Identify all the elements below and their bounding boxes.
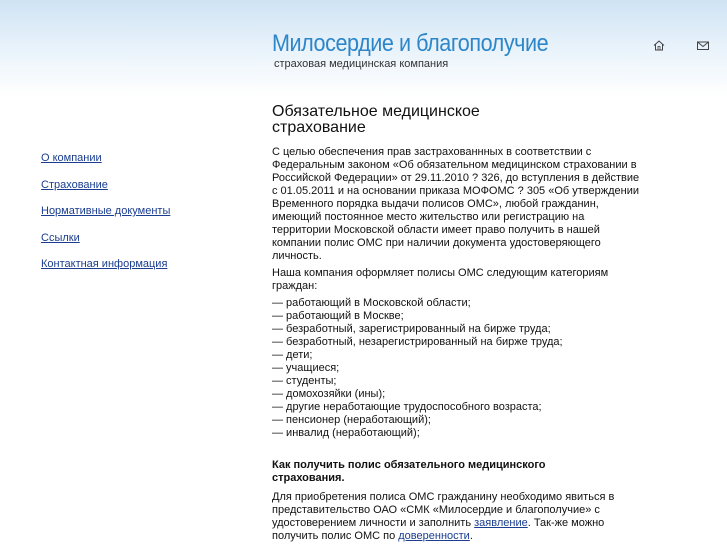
sidebar-item-links[interactable]: Ссылки	[41, 231, 80, 244]
categories-list	[272, 297, 642, 440]
list-item: — инвалид (неработающий);	[272, 427, 420, 439]
list-item: — домохозяйки (ины);	[272, 388, 386, 400]
how-to-heading: Как получить полис обязательного медицинского страхования.	[272, 459, 546, 484]
list-item: — работающий в Московской области;	[272, 297, 471, 309]
list-item: — безработный, зарегистрированный на бирже труда;	[272, 323, 551, 335]
sidebar-item-insurance[interactable]: Страхование	[41, 178, 108, 191]
how-to-paragraph	[272, 491, 642, 543]
list-item: — студенты;	[272, 375, 337, 387]
how-to-text-1: Для приобретения полиса ОМС гражданину необходимо явиться в представительство ОАО «СМК «Милосердие и благополучие» с удостоверением личности и заполнить	[272, 491, 615, 529]
sidebar-item-about[interactable]: О компании	[41, 152, 102, 164]
list-item: — учащиеся;	[272, 362, 340, 374]
how-to-text-3: .	[469, 530, 473, 542]
list-item: — дети;	[272, 349, 313, 361]
mail-icon[interactable]	[697, 40, 709, 51]
proxy-link[interactable]: доверенности	[398, 530, 470, 542]
intro-paragraph: С целью обеспечения прав застрахованнных в соответствии с Федеральным законом «Об обязательном медицинском страховании в Российской Федерации» от 29.11.2010 ? 326, до вступления в действие с 01.05.2011 и на основании приказа МОФОМС ? 305 «Об утверждении Временного порядка выдачи полисов ОМС», любой гражданин, имеющий постоянное место жительство или регистрацию на территории Московской области имеет право получить в нашей компании полис ОМС при наличии документа удостоверяющего личность.	[272, 146, 640, 262]
list-item: — другие неработающие трудоспособного возраста;	[272, 401, 542, 413]
sidebar-nav	[41, 152, 241, 285]
site-subtitle: страховая медицинская компания	[274, 58, 449, 70]
list-item: — пенсионер (неработающий);	[272, 414, 431, 426]
home-icon[interactable]	[653, 40, 665, 51]
list-item: — работающий в Москве;	[272, 310, 404, 322]
list-item: — безработный, незарегистрированный на бирже труда;	[272, 336, 563, 348]
application-link[interactable]: заявление	[474, 517, 528, 529]
sidebar-item-contacts[interactable]: Контактная информация	[41, 258, 168, 270]
main-content	[272, 104, 642, 547]
site-title[interactable]: Милосердие и благополучие	[272, 30, 549, 57]
sidebar-item-regulations[interactable]: Нормативные документы	[41, 205, 171, 217]
how-to-text-2: . Так-же можно получить полис ОМС по	[272, 517, 605, 542]
page-title: Обязательное медицинское страхование	[272, 103, 480, 136]
page-header	[0, 0, 727, 96]
categories-intro: Наша компания оформляет полисы ОМС следующим категориям граждан:	[272, 267, 609, 292]
